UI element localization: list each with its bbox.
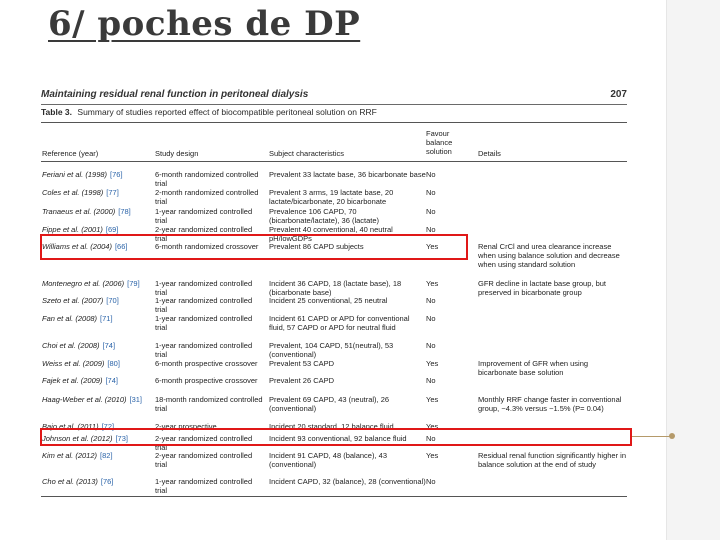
reference-name: Weiss et al. (2009) bbox=[42, 359, 105, 368]
reference-name: Fippe et al. (2001) bbox=[42, 225, 103, 234]
cell-reference bbox=[42, 477, 154, 486]
cell-subjects: Incident CAPD, 32 (balance), 28 (conventional) bbox=[269, 477, 426, 486]
cell-design: 18-month randomized controlled trial bbox=[155, 395, 263, 413]
table-row bbox=[41, 477, 627, 504]
cell-balance: Yes bbox=[426, 451, 439, 460]
cell-balance: No bbox=[426, 314, 436, 323]
cell-design: 1-year randomized controlled trial bbox=[155, 279, 253, 297]
cell-design: 6-month prospective crossover bbox=[155, 359, 258, 368]
cell-balance: Yes bbox=[426, 359, 439, 368]
reference-citation: [71] bbox=[100, 314, 113, 323]
reference-citation: [76] bbox=[100, 477, 114, 486]
cell-balance: No bbox=[426, 207, 436, 216]
cell-design: 2-month randomized controlled trial bbox=[155, 188, 259, 206]
cell-balance: No bbox=[426, 341, 436, 350]
reference-name: Kim et al. (2012) bbox=[42, 451, 98, 460]
cell-balance: Yes bbox=[426, 422, 439, 431]
cell-subjects: Incident 36 CAPD, 18 (lactate base), 18 (bicarbonate base) bbox=[269, 279, 402, 297]
reference-name: Johnson et al. (2012) bbox=[42, 434, 113, 443]
header-reference: Reference (year) bbox=[42, 149, 99, 158]
cell-balance: No bbox=[426, 170, 436, 179]
cell-design: 2-year prospective bbox=[155, 422, 217, 431]
page-number: 207 bbox=[610, 89, 627, 100]
cell-balance: No bbox=[426, 296, 436, 305]
cell-design: 1-year randomized controlled trial bbox=[155, 314, 253, 332]
reference-citation: [82] bbox=[100, 451, 113, 460]
cell-design: 1-year randomized controlled trial bbox=[155, 477, 253, 495]
cell-reference bbox=[42, 279, 154, 288]
cell-design: 1-year randomized controlled trial bbox=[155, 296, 253, 314]
reference-citation: [76] bbox=[110, 170, 123, 179]
cell-subjects: Prevalent, 104 CAPD, 51(neutral), 53 (conventional) bbox=[269, 341, 394, 359]
cell-balance: No bbox=[426, 434, 436, 443]
cell-reference bbox=[42, 225, 154, 234]
cell-subjects: Prevalent 40 conventional, 40 neutral pH/lowGDPs bbox=[269, 225, 393, 243]
cell-subjects: Prevalent 3 arms, 19 lactate base, 20 lactate/bicarbonate, 20 bicarbonate bbox=[269, 188, 394, 206]
reference-citation: [69] bbox=[105, 225, 119, 234]
cell-reference bbox=[42, 170, 154, 179]
cell-design: 1-year randomized controlled trial bbox=[155, 207, 253, 225]
cell-details: Improvement of GFR when using bicarbonate base solution bbox=[478, 359, 589, 377]
reference-citation: [77] bbox=[106, 188, 119, 197]
cell-details: Residual renal function significantly higher in balance solution at the end of study bbox=[478, 451, 627, 469]
highlight-box-johnson bbox=[40, 428, 632, 446]
cell-details: Renal CrCl and urea clearance increase when using balance solution and decrease when using standard solution bbox=[478, 242, 620, 269]
reference-name: Cho et al. (2013) bbox=[42, 477, 98, 486]
reference-name: Montenegro et al. (2006) bbox=[42, 279, 125, 288]
cell-reference bbox=[42, 395, 154, 404]
reference-citation: [72] bbox=[101, 422, 115, 431]
reference-name: Coles et al. (1998) bbox=[42, 188, 104, 197]
cell-balance: Yes bbox=[426, 242, 439, 251]
header-design: Study design bbox=[155, 149, 199, 158]
cell-subjects: Incident 61 CAPD or APD for conventional fluid, 57 CAPD or APD for neutral fluid bbox=[269, 314, 410, 332]
reference-name: Bajo et al. (2011) bbox=[42, 422, 99, 431]
table-caption-text: Summary of studies reported effect of biocompatible peritoneal solution on RRF bbox=[77, 107, 377, 117]
reference-citation: [73] bbox=[115, 434, 128, 443]
reference-name: Tranaeus et al. (2000) bbox=[42, 207, 116, 216]
reference-name: Fajek et al. (2009) bbox=[42, 376, 103, 385]
cell-balance: No bbox=[426, 477, 436, 486]
cell-balance: Yes bbox=[426, 279, 439, 288]
reference-name: Feriani et al. (1998) bbox=[42, 170, 108, 179]
reference-citation: [66] bbox=[114, 242, 128, 251]
header-rule bbox=[41, 161, 627, 162]
table-label: Table 3. bbox=[41, 107, 73, 117]
reference-name: Williams et al. (2004) bbox=[42, 242, 112, 251]
header-subjects: Subject characteristics bbox=[269, 149, 345, 158]
pointer-dot bbox=[669, 433, 675, 439]
cell-subjects: Prevalence 106 CAPD, 70 (bicarbonate/lactate), 36 (lactate) bbox=[269, 207, 380, 225]
cell-design: 2-year randomized controlled trial bbox=[155, 451, 253, 469]
cell-subjects: Prevalent 69 CAPD, 43 (neutral), 26 (conventional) bbox=[269, 395, 390, 413]
cell-subjects: Incident 25 conventional, 25 neutral bbox=[269, 296, 388, 305]
cell-reference bbox=[42, 188, 154, 197]
pointer-line bbox=[632, 436, 672, 437]
cell-subjects: Incident 93 conventional, 92 balance fluid bbox=[269, 434, 407, 443]
header-balance: Favour balance solution bbox=[426, 129, 453, 156]
cell-reference bbox=[42, 296, 154, 305]
table-bottom-rule bbox=[41, 496, 627, 497]
reference-citation: [70] bbox=[106, 296, 119, 305]
cell-reference bbox=[42, 207, 154, 216]
header-details: Details bbox=[478, 149, 501, 158]
cell-design: 2-year randomized controlled trial bbox=[155, 225, 253, 243]
cell-reference bbox=[42, 359, 154, 368]
reference-citation: [80] bbox=[107, 359, 120, 368]
cell-details: Monthly RRF change faster in conventional group, −4.3% versus −1.5% (P= 0.04) bbox=[478, 395, 622, 413]
cell-reference bbox=[42, 341, 154, 350]
running-title: Maintaining residual renal function in peritoneal dialysis bbox=[41, 89, 309, 100]
reference-citation: [74] bbox=[102, 341, 116, 350]
cell-design: 6-month randomized controlled trial bbox=[155, 170, 259, 188]
cell-design: 1-year randomized controlled trial bbox=[155, 341, 253, 359]
reference-name: Fan et al. (2008) bbox=[42, 314, 98, 323]
reference-citation: [79] bbox=[127, 279, 140, 288]
reference-name: Choi et al. (2008) bbox=[42, 341, 100, 350]
table-top-rule bbox=[41, 122, 627, 123]
reference-citation: [78] bbox=[118, 207, 131, 216]
running-header bbox=[41, 88, 627, 105]
cell-subjects: Incident 91 CAPD, 48 (balance), 43 (conventional) bbox=[269, 451, 387, 469]
cell-details: GFR decline in lactate base group, but preserved in bicarbonate group bbox=[478, 279, 606, 297]
cell-reference bbox=[42, 314, 154, 323]
cell-balance: No bbox=[426, 376, 436, 385]
cell-balance: No bbox=[426, 188, 436, 197]
cell-design: 6-month randomized crossover bbox=[155, 242, 259, 251]
reference-name: Szeto et al. (2007) bbox=[42, 296, 104, 305]
slide-right-bar bbox=[666, 0, 720, 540]
cell-design: 6-month prospective crossover bbox=[155, 376, 258, 385]
cell-subjects: Prevalent 26 CAPD bbox=[269, 376, 335, 385]
reference-citation: [74] bbox=[105, 376, 118, 385]
cell-subjects: Prevalent 33 lactate base, 36 bicarbonate base bbox=[269, 170, 426, 179]
reference-citation: [31] bbox=[129, 395, 143, 404]
cell-reference bbox=[42, 376, 154, 385]
highlight-box-williams bbox=[40, 234, 468, 260]
cell-reference bbox=[42, 451, 154, 460]
table-caption bbox=[41, 107, 377, 117]
cell-balance: Yes bbox=[426, 395, 439, 404]
cell-design: 2-year randomized controlled trial bbox=[155, 434, 253, 452]
reference-name: Haag-Weber et al. (2010) bbox=[42, 395, 127, 404]
cell-balance: No bbox=[426, 225, 436, 234]
cell-subjects: Prevalent 86 CAPD subjects bbox=[269, 242, 364, 251]
cell-subjects: Prevalent 53 CAPD bbox=[269, 359, 335, 368]
cell-subjects: Incident 20 standard, 12 balance fluid bbox=[269, 422, 394, 431]
slide-title: 6/ poches de DP bbox=[48, 4, 361, 44]
